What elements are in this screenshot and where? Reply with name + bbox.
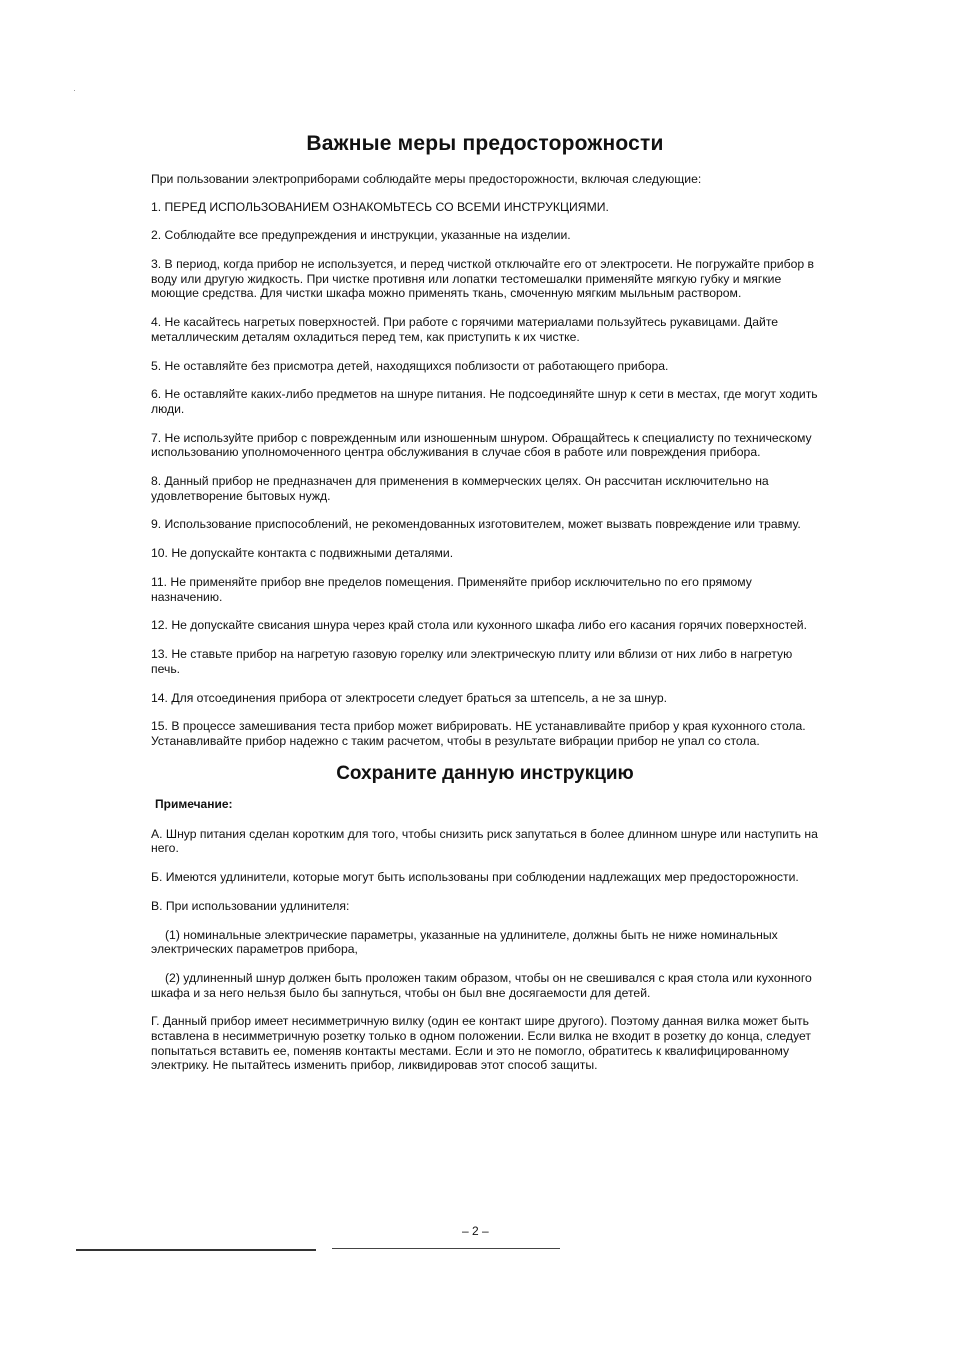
list-item-2: 2. Соблюдайте все предупреждения и инструкции, указанные на изделии. xyxy=(151,228,571,243)
list-item-7: 7. Не используйте прибор с поврежденным или изношенным шнуром. Обращайтесь к специалисту по техническому использованию уполномоченного центра обслуживания в случае сбоя в работе или повреждения прибора. xyxy=(151,430,812,460)
document-body xyxy=(151,132,819,1087)
list-item-14: 14. Для отсоединения прибора от электросети следует браться за штепсель, а не за шнур. xyxy=(151,690,668,705)
page-title: Важные меры предосторожности xyxy=(306,132,664,155)
list-item-12: 12. Не допускайте свисания шнура через край стола или кухонного шкафа либо его касания горячих поверхностей. xyxy=(151,618,807,633)
list-item-5: 5. Не оставляйте без присмотра детей, находящихся поблизости от работающего прибора. xyxy=(151,358,669,373)
footer-rule-left xyxy=(76,1249,316,1251)
note-a: А. Шнур питания сделан коротким для того, чтобы снизить риск запутаться в более длинном шнуре или наступить на него. xyxy=(151,826,818,856)
list-item-13: 13. Не ставьте прибор на нагретую газовую горелку или электрическую плиту или вблизи от них либо в нагретую печь. xyxy=(151,647,793,676)
note-v-2: (2) удлиненный шнур должен быть проложен таким образом, чтобы он не свешивался с края стола или кухонного шкафа и за него нельзя было бы запнуться, чтобы он был вне досягаемости для детей. xyxy=(151,970,812,1000)
note-g: Г. Данный прибор имеет несимметричную вилку (один ее контакт шире другого). Поэтому данная вилка может быть вставлена в несимметричную розетку только в одном положении. Если вилка не входит в розетку до конца, следует попытаться вставить ее, поменяв контакты местами. Если и это не помогло, обратитесь к квалифицированному электрику. Не пытайтесь изменить прибор, ликвидировав этот способ защиты. xyxy=(151,1014,811,1073)
list-item-15: 15. В процессе замешивания теста прибор может вибрировать. НЕ устанавливайте прибор у края кухонного стола. Устанавливайте прибор надежно с таким расчетом, чтобы в результате вибрации прибор не упал со стола. xyxy=(151,719,806,748)
list-item-10: 10. Не допускайте контакта с подвижными деталями. xyxy=(151,546,454,561)
note-label: Примечание: xyxy=(155,796,233,811)
footer-rule-right xyxy=(332,1248,560,1249)
section-title: Сохраните данную инструкцию xyxy=(336,762,634,784)
intro-text: При пользовании электроприборами соблюдайте меры предосторожности, включая следующие: xyxy=(151,172,702,186)
list-item-1: 1. ПЕРЕД ИСПОЛЬЗОВАНИЕМ ОЗНАКОМЬТЕСЬ СО ВСЕМИ ИНСТРУКЦИЯМИ. xyxy=(151,199,609,214)
note-v-1: (1) номинальные электрические параметры, указанные на удлинителе, должны быть не ниже номинальных электрических параметров прибора, xyxy=(151,927,778,957)
list-item-8: 8. Данный прибор не предназначен для применения в коммерческих целях. Он рассчитан исключительно на удовлетворение бытовых нужд. xyxy=(151,474,769,503)
note-v: В. При использовании удлинителя: xyxy=(151,898,350,913)
list-item-4: 4. Не касайтесь нагретых поверхностей. При работе с горячими материалами пользуйтесь рукавицами. Дайте металлическим деталям охладиться перед тем, как приступить к их чистке. xyxy=(151,315,779,344)
note-b: Б. Имеются удлинители, которые могут быть использованы при соблюдении надлежащих мер предосторожности. xyxy=(151,870,799,885)
list-item-9: 9. Использование приспособлений, не рекомендованных изготовителем, может вызвать повреждение или травму. xyxy=(151,517,801,532)
list-item-6: 6. Не оставляйте каких-либо предметов на шнуре питания. Не подсоединяйте шнур к сети в местах, где могут ходить люди. xyxy=(151,387,818,416)
list-item-11: 11. Не применяйте прибор вне пределов помещения. Применяйте прибор исключительно по его прямому назначению. xyxy=(151,574,752,604)
page-number: – 2 – xyxy=(462,1224,489,1238)
scan-speck xyxy=(74,90,75,91)
list-item-3: 3. В период, когда прибор не используется, и перед чисткой отключайте его от электросети. Не погружайте прибор в воду или другую жидкость. При чистке противня или лопатки тестомешалки применяйте мягкую губку и мягкие моющие средства. Для чистки шкафа можно применять ткань, смоченную мягким мыльным раствором. xyxy=(151,257,814,301)
